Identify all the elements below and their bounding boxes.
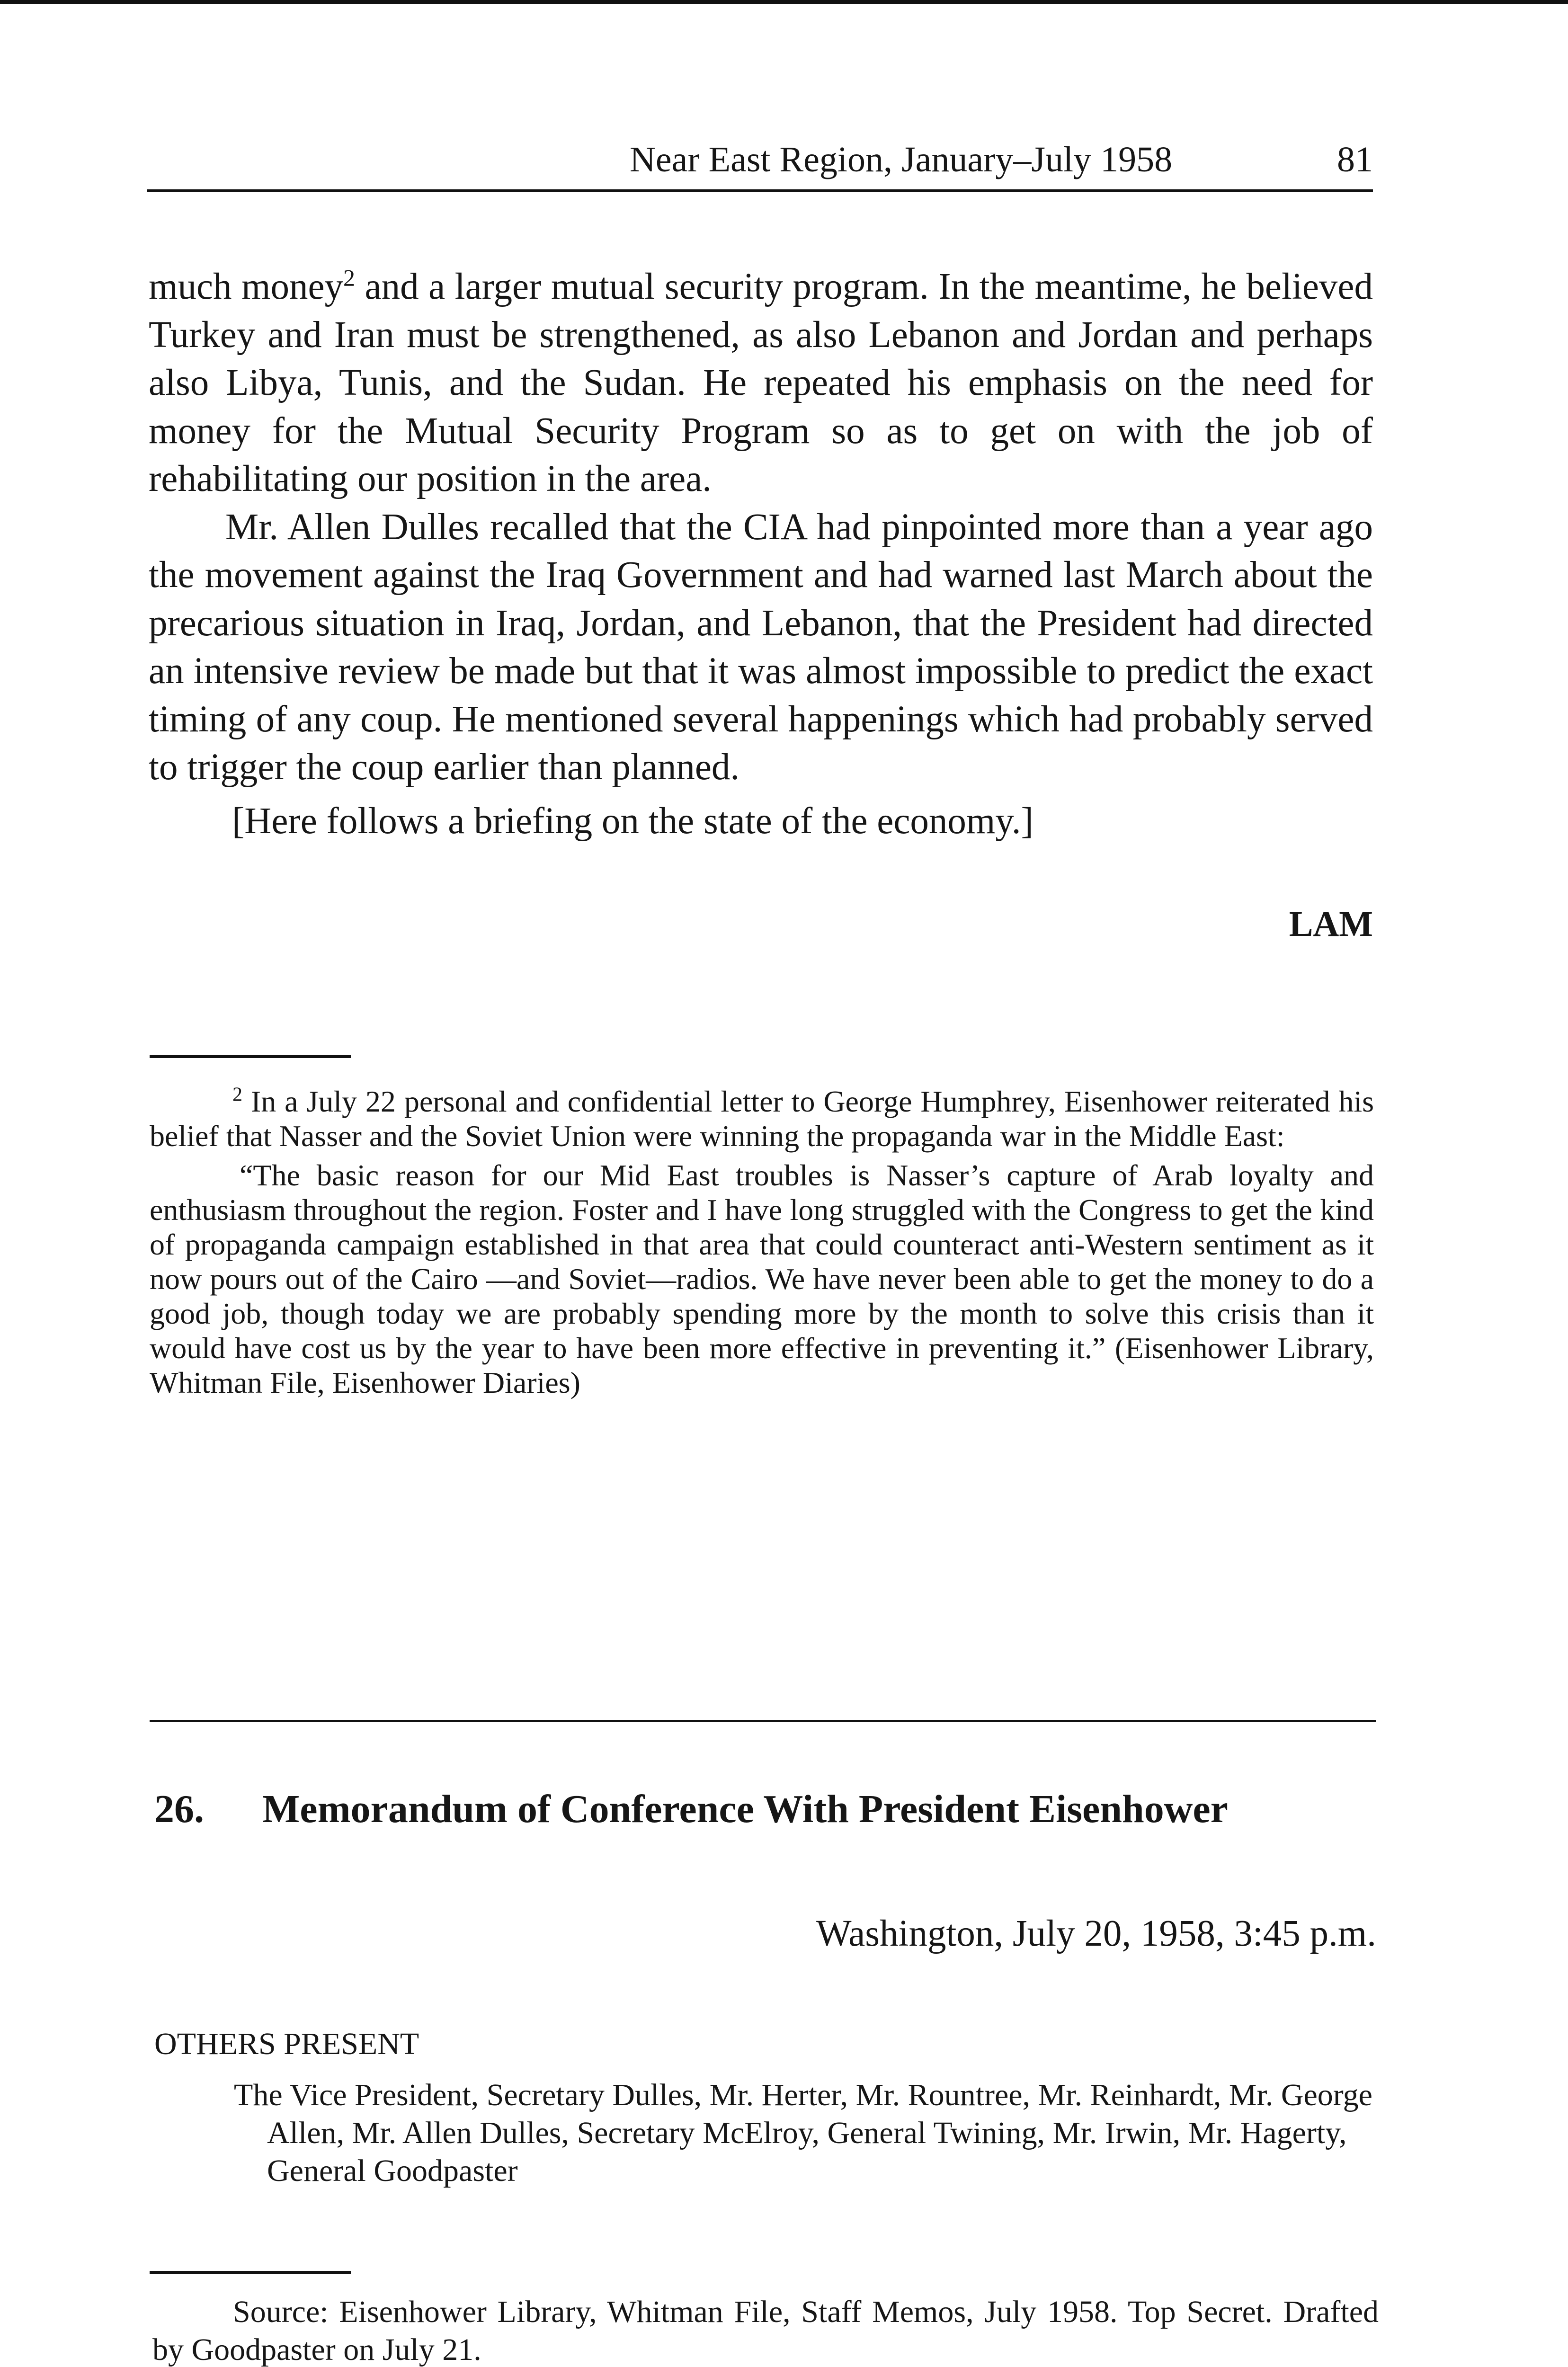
section-divider — [150, 1720, 1376, 1722]
running-head — [630, 138, 1373, 181]
others-present-heading: OTHERS PRESENT — [154, 2027, 419, 2061]
signature-initials: LAM — [1289, 904, 1373, 944]
paragraph-continued-rest: and a larger mutual security program. In the meantime, he believed Turkey and Iran must be strengthened, as also Lebanon and Jordan and perhaps also Libya, Tunis, and the Sudan. He repeated his emphasis on the need for money for the Mutual Security Program so as to get on with the job of rehabilitating our position in the area. — [149, 266, 1373, 499]
source-note — [152, 2293, 1379, 2367]
document-heading — [154, 1786, 1376, 1833]
paragraph-allen-dulles: Mr. Allen Dulles recalled that the CIA had pinpointed more than a year ago the movement against the Iraq Government and had warned last March about the precarious situation in Iraq, Jordan, and Lebanon, that the President had directed an intensive review be made but that it was almost impossible to predict the exact timing of any coup. He mentioned several happenings which had probably served to trigger the coup earlier than planned. — [149, 506, 1373, 788]
footnote-text — [150, 1084, 1374, 1153]
footnote — [150, 1084, 1374, 1400]
footnote-marker: 2 — [232, 1084, 242, 1106]
footnote-quote: “The basic reason for our Mid East troubles is Nasser’s capture of Arab loyalty and enthusiasm throughout the region. Foster and I have long struggled with the Congress to get the kind of propaganda campaign established in that area that could counteract anti-Western sentiment as it now pours out of the Cairo —and Soviet—radios. We have never been able to get the money to do a good job, though today we are probably spending more by the month to solve this crisis than it would have cost us by the year to have been more effective in preventing it.” (Eisenhower Library, Whitman File, Eisenhower Diaries) — [150, 1158, 1374, 1399]
running-head-title: Near East Region, January–July 1958 — [630, 140, 1173, 179]
page-top-edge — [0, 0, 1568, 4]
dateline: Washington, July 20, 1958, 3:45 p.m. — [816, 1913, 1376, 1954]
document-title: Memorandum of Conference With President Eisenhower — [262, 1787, 1228, 1831]
body-text — [149, 263, 1373, 845]
footnote-reference: 2 — [343, 264, 356, 291]
others-present-list — [234, 2076, 1375, 2190]
paragraph-continued — [149, 263, 1373, 503]
document-number: 26. — [154, 1787, 204, 1831]
page-number: 81 — [1337, 140, 1373, 179]
others-present-names: The Vice President, Secretary Dulles, Mr. Herter, Mr. Rountree, Mr. Reinhardt, Mr. George Allen, Mr. Allen Dulles, Secretary McElroy, General Twining, Mr. Irwin, Mr. Hagerty, General Goodpaster — [234, 2078, 1372, 2188]
source-note-text: Source: Eisenhower Library, Whitman File, Staff Memos, July 1958. Top Secret. Drafted by Goodpaster on July 21. — [152, 2295, 1379, 2367]
running-head-rule — [147, 189, 1373, 192]
footnote-body: In a July 22 personal and confidential letter to George Humphrey, Eisenhower reiterated his belief that Nasser and the Soviet Union were winning the propaganda war in the Middle East: — [150, 1085, 1374, 1153]
source-note-rule — [150, 2271, 351, 2274]
editorial-note: [Here follows a briefing on the state of the economy.] — [232, 800, 1033, 842]
paragraph-continued-start: much money — [149, 266, 344, 307]
footnote-rule — [150, 1055, 351, 1058]
